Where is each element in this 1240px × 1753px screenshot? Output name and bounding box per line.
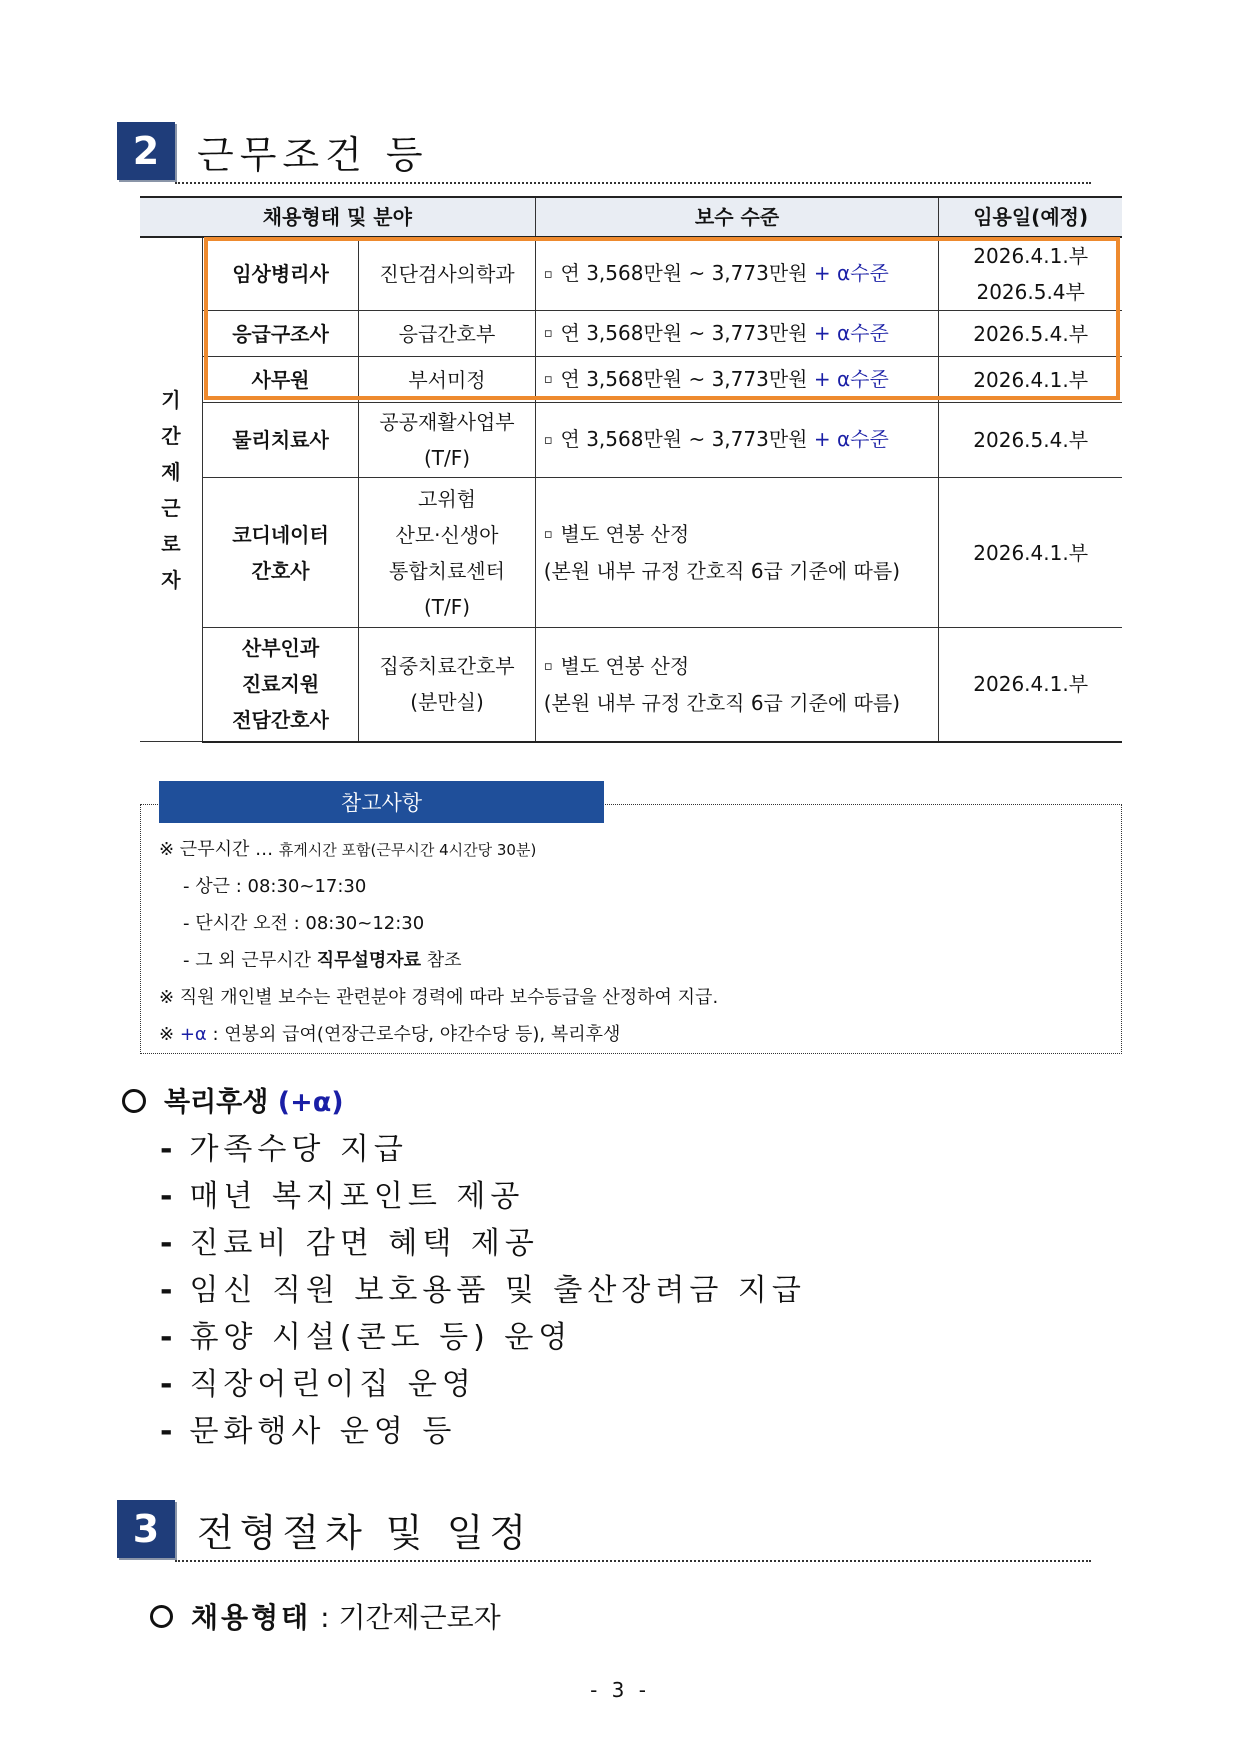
- header-date: 임용일(예정): [939, 197, 1122, 237]
- header-salary: 보수 수준: [535, 197, 939, 237]
- list-item: - 직장어린이집 운영: [160, 1367, 476, 1402]
- notes-box: [140, 791, 1122, 1054]
- position-cell: 물리치료사: [202, 403, 358, 478]
- employment-type-line: 채용형태 : 기간제근로자: [150, 1596, 501, 1636]
- position-cell: 코디네이터 간호사: [202, 478, 358, 628]
- table-row: [140, 403, 1122, 478]
- list-item: - 임신 직원 보호용품 및 출산장려금 지급: [160, 1273, 806, 1308]
- note-line: - 상근 : 08:30~17:30: [183, 876, 367, 897]
- note-line: - 그 외 근무시간 직무설명자료 참조: [183, 950, 462, 971]
- welfare-heading: 복리후생 (+α): [122, 1080, 344, 1119]
- dept-cell: 집중치료간호부 (분만실): [359, 628, 535, 742]
- dotted-rule: [175, 1560, 1091, 1562]
- note-line: ※ 근무시간 … 휴게시간 포함(근무시간 4시간당 30분): [159, 839, 537, 860]
- table-row: [140, 478, 1122, 628]
- list-item: - 진료비 감면 혜택 제공: [160, 1226, 539, 1261]
- salary-cell: ▫ 연 3,568만원 ~ 3,773만원 + α수준: [535, 311, 939, 357]
- position-cell: 임상병리사: [202, 237, 358, 311]
- salary-cell: ▫ 연 3,568만원 ~ 3,773만원 + α수준: [535, 403, 939, 478]
- circle-bullet-icon: [122, 1089, 146, 1113]
- position-cell: 사무원: [202, 357, 358, 403]
- list-item: - 매년 복지포인트 제공: [160, 1179, 525, 1214]
- salary-cell: ▫ 연 3,568만원 ~ 3,773만원 + α수준: [535, 237, 939, 311]
- note-line: ※ +α : 연봉외 급여(연장근로수당, 야간수당 등), 복리후생: [159, 1024, 621, 1045]
- salary-cell: ▫ 별도 연봉 산정 (본원 내부 규정 간호직 6급 기준에 따름): [535, 478, 939, 628]
- section-number: 2: [117, 122, 175, 180]
- notes-tab: 참고사항: [159, 781, 604, 823]
- salary-cell: ▫ 별도 연봉 산정 (본원 내부 규정 간호직 6급 기준에 따름): [535, 628, 939, 742]
- square-bullet-icon: ▫: [543, 326, 553, 342]
- circle-bullet-icon: [150, 1605, 173, 1628]
- square-bullet-icon: ▫: [543, 432, 553, 448]
- date-cell: 2026.4.1.부: [939, 628, 1122, 742]
- date-cell: 2026.5.4.부: [939, 311, 1122, 357]
- dept-cell: 부서미정: [359, 357, 535, 403]
- highlight-box: [204, 237, 1120, 400]
- table-header-row: [140, 197, 1122, 237]
- group-label-fixed-term: 기 간 제 근 로 자: [140, 237, 202, 742]
- header-type-field: 채용형태 및 분야: [140, 197, 535, 237]
- note-line: ※ 직원 개인별 보수는 관련분야 경력에 따라 보수등급을 산정하여 지급.: [159, 987, 719, 1008]
- section-title: 전형절차 및 일정: [197, 1511, 533, 1555]
- dept-cell: 고위험 산모·신생아 통합치료센터 (T/F): [359, 478, 535, 628]
- date-cell: 2026.4.1.부 2026.5.4부: [939, 237, 1122, 311]
- list-item: - 문화행사 운영 등: [160, 1414, 457, 1449]
- dept-cell: 응급간호부: [359, 311, 535, 357]
- date-cell: 2026.4.1.부: [939, 478, 1122, 628]
- section-number: 3: [117, 1500, 175, 1558]
- dept-cell: 공공재활사업부 (T/F): [359, 403, 535, 478]
- dotted-rule: [175, 182, 1091, 184]
- page-number: - 3 -: [590, 1678, 650, 1702]
- section-3-heading: [117, 1500, 1091, 1562]
- square-bullet-icon: ▫: [543, 659, 553, 674]
- position-cell: 응급구조사: [202, 311, 358, 357]
- salary-cell: ▫ 연 3,568만원 ~ 3,773만원 + α수준: [535, 357, 939, 403]
- date-cell: 2026.4.1.부: [939, 357, 1122, 403]
- list-item: - 휴양 시설(콘도 등) 운영: [160, 1320, 573, 1355]
- square-bullet-icon: ▫: [543, 527, 553, 543]
- section-2-heading: [117, 122, 1091, 184]
- section-title: 근무조건 등: [197, 133, 429, 177]
- position-cell: 산부인과 진료지원 전담간호사: [202, 628, 358, 742]
- list-item: - 가족수당 지급: [160, 1132, 408, 1167]
- square-bullet-icon: ▫: [543, 266, 553, 282]
- dept-cell: 진단검사의학과: [359, 237, 535, 311]
- table-row: [140, 628, 1122, 742]
- note-line: - 단시간 오전 : 08:30~12:30: [183, 913, 425, 934]
- square-bullet-icon: ▫: [543, 372, 553, 388]
- date-cell: 2026.5.4.부: [939, 403, 1122, 478]
